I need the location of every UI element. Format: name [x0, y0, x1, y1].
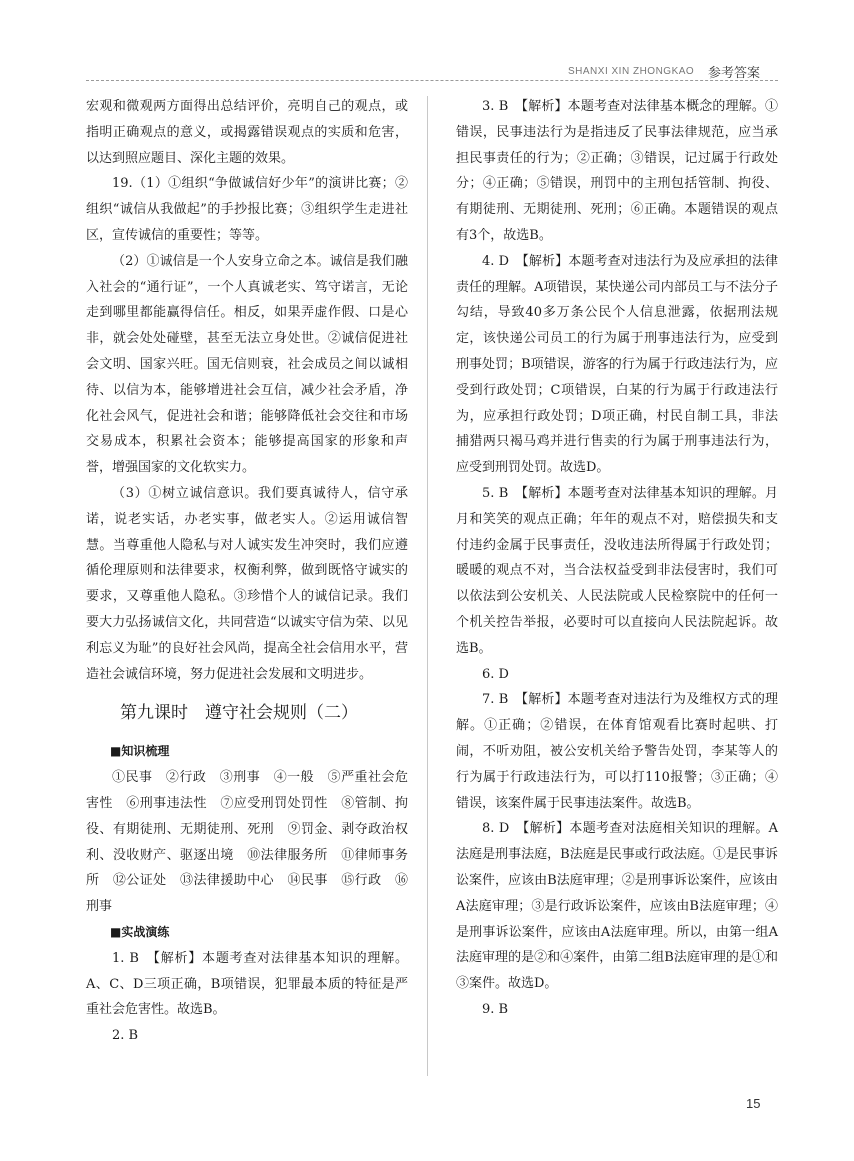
left-column	[86, 94, 408, 1049]
answer-item: 3. B 【解析】本题考查对法律基本概念的理解。①错误，民事违法行为是指违反了民事法律规范，应当承担民事责任的行为；②正确；③错误，记过属于行政处分；④正确；⑤错误，刑罚中的主刑包括管制、拘役、有期徒刑、无期徒刑、死刑；⑥正确。本题错误的观点有3个，故选B。	[456, 99, 778, 243]
answer-19-3: （3）①树立诚信意识。我们要真诚待人，信守承诺，说老实话，办老实事，做老实人。②运用诚信智慧。当尊重他人隐私与对人诚实发生冲突时，我们应遵循伦理原则和法律要求，权衡利弊，做到既恪守诚实的要求，又尊重他人隐私。③珍惜个人的诚信记录。我们要大力弘扬诚信文化，共同营造“以诚实守信为荣、以见利忘义为耻”的良好社会风尚，提高全社会信用水平，营造社会诚信环境，努力促进社会发展和文明进步。	[86, 485, 408, 682]
answer-item: 6. D	[482, 666, 509, 682]
answer-item: 1. B 【解析】本题考查对法律基本知识的理解。A、C、D三项正确，B项错误，犯罪最本质的特征是严重社会危害性。故选B。	[86, 950, 408, 1018]
section-title-knowledge: ■知识梳理	[110, 744, 170, 759]
column-divider	[427, 96, 428, 1076]
right-column	[456, 94, 778, 1023]
answer-19-1: 19.（1）①组织“争做诚信好少年”的演讲比赛；②组织“诚信从我做起”的手抄报比赛；③组织学生走进社区，宣传诚信的重要性；等等。	[86, 176, 408, 243]
answer-item: 5. B 【解析】本题考查对法律基本知识的理解。月月和笑笑的观点正确；年年的观点不对，赔偿损失和支付违约金属于民事责任，没收违法所得属于行政处罚；暖暖的观点不对，当合法权益受到非法侵害时，我们可以依法到公安机关、人民法院或人民检察院中的任何一个机关控告举报，必要时可以直接向人民法院起诉。故选B。	[456, 485, 778, 656]
answer-item: 4. D 【解析】本题考查对违法行为及应承担的法律责任的理解。A项错误，某快递公司内部员工与不法分子勾结，导致40多万条公民个人信息泄露，依据刑法规定，该快递公司员工的行为属于刑事违法行为，应受到刑事处罚；B项错误，游客的行为属于行政违法行为，应受到行政处罚；C项错误，白某的行为属于行政违法行为，应承担行政处罚；D项正确，村民自制工具，非法捕猎两只褐马鸡并进行售卖的行为属于刑事违法行为，应受到刑罚处罚。故选D。	[456, 253, 778, 476]
page-number: 15	[746, 1096, 761, 1111]
answer-19-2: （2）①诚信是一个人安身立命之本。诚信是我们融入社会的“通行证”，一个人真诚老实、笃守诺言，无论走到哪里都能赢得信任。相反，如果弄虚作假、口是心非，就会处处碰壁，甚至无法立身处世。②诚信促进社会文明、国家兴旺。国无信则衰，社会成员之间以诚相待、以信为本，能够增进社会互信，减少社会矛盾，净化社会风气，促进社会和谐；能够降低社会交往和市场交易成本，积累社会资本；能够提高国家的形象和声誉，增强国家的文化软实力。	[86, 253, 408, 476]
answer-item: 7. B 【解析】本题考查对违法行为及维权方式的理解。①正确；②错误，在体育馆观看比赛时起哄、打闹，不听劝阻，被公安机关给予警告处罚，李某等人的行为属于行政违法行为，可以打110报警；③正确；④错误，该案件属于民事违法案件。故选B。	[456, 692, 778, 811]
section-title-practice: ■实战演练	[110, 924, 170, 939]
answer-item: 8. D 【解析】本题考查对法庭相关知识的理解。A法庭是刑事法庭，B法庭是民事或行政法庭。①是民事诉讼案件，应该由B法庭审理；②是刑事诉讼案件，应该由A法庭审理；③是行政诉讼案件，应该由B法庭审理；④是刑事诉讼案件，应该由A法庭审理。所以，由第一组A法庭审理的是②和④案件，由第二组B法庭审理的是①和③案件。故选D。	[456, 821, 778, 992]
answer-item: 2. B	[112, 1028, 139, 1044]
header-rule	[86, 80, 778, 81]
header-title: 参考答案	[708, 66, 761, 81]
knowledge-summary: ①民事 ②行政 ③刑事 ④一般 ⑤严重社会危害性 ⑥刑事违法性 ⑦应受刑罚处罚性 ⑧管制、拘役、有期徒刑、无期徒刑、死刑 ⑨罚金、剥夺政治权利、没收财产、驱逐出境 ⑩法律服务所 ⑪律师事务所 ⑫公证处 ⑬法律援助中心 ⑭民事 ⑮行政 ⑯刑事	[86, 770, 408, 915]
paragraph: 宏观和微观两方面得出总结评价，亮明自己的观点，或指明正确观点的意义，或揭露错误观点的实质和危害，以达到照应题目、深化主题的效果。	[86, 99, 408, 166]
lesson-title: 第九课时 遵守社会规则（二）	[120, 703, 358, 724]
answer-item: 9. B	[482, 1001, 509, 1017]
header-brand: SHANXI XIN ZHONGKAO	[568, 66, 695, 77]
